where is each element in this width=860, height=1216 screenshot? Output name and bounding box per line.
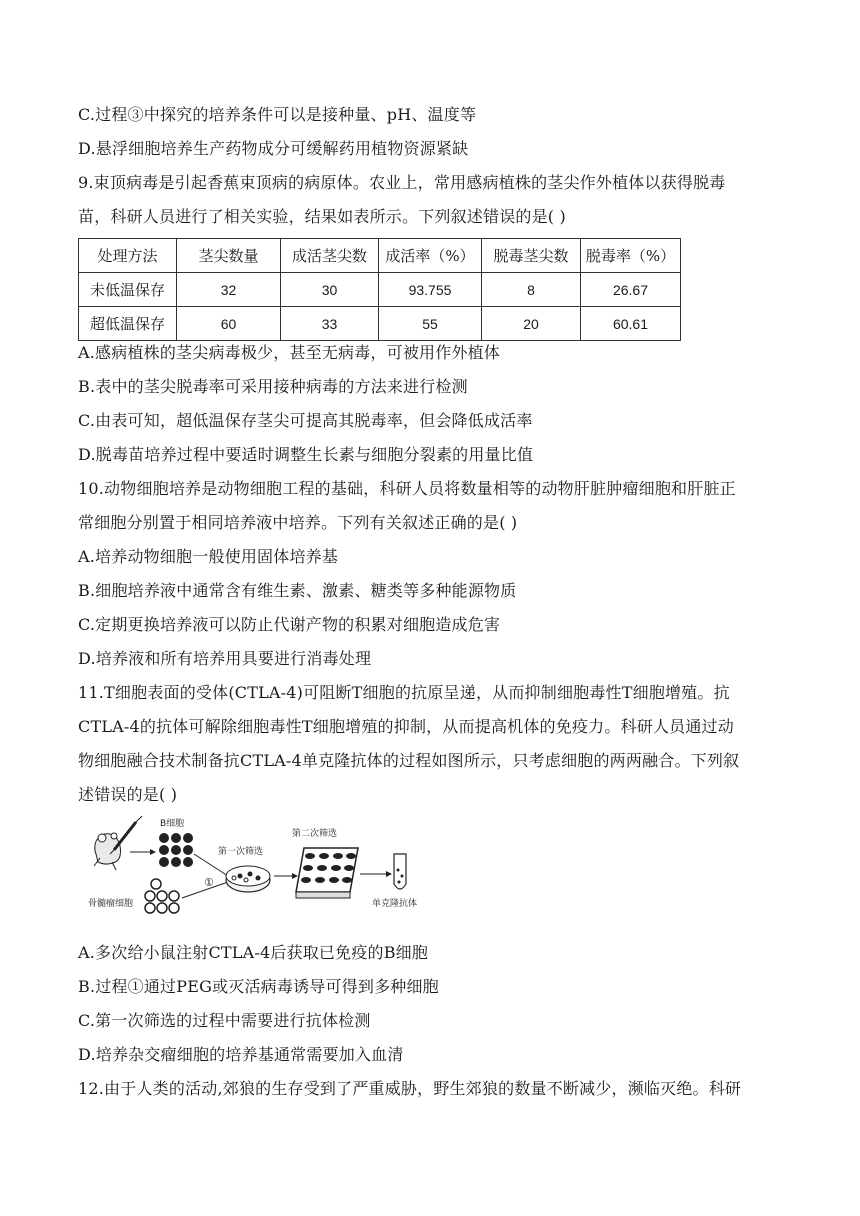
option-b-q9: B.表中的茎尖脱毒率可采用接种病毒的方法来进行检测 xyxy=(78,377,468,396)
question-11-line3: 物细胞融合技术制备抗CTLA-4单克隆抗体的过程如图所示，只考虑细胞的两两融合。下列叙 xyxy=(78,751,740,770)
monoclonal-antibody-label: 单克隆抗体 xyxy=(372,899,418,909)
table-header: 脱毒茎尖数 xyxy=(482,239,581,273)
question-11-line4: 述错误的是( ) xyxy=(78,785,178,804)
table-cell: 60 xyxy=(177,307,281,341)
option-d-q8: D.悬浮细胞培养生产药物成分可缓解药用植物资源紧缺 xyxy=(78,139,469,158)
option-a-q9: A.感病植株的茎尖病毒极少，甚至无病毒，可被用作外植体 xyxy=(78,343,501,362)
table-cell: 55 xyxy=(379,307,482,341)
table-cell: 26.67 xyxy=(581,273,681,307)
table-header: 茎尖数量 xyxy=(177,239,281,273)
option-d-q10: D.培养液和所有培养用具要进行消毒处理 xyxy=(78,649,372,668)
b-cell-cluster xyxy=(159,833,193,867)
option-b-q10: B.细胞培养液中通常含有维生素、激素、糖类等多种能源物质 xyxy=(78,581,517,600)
myeloma-label: 骨髓瘤细胞 xyxy=(88,899,134,909)
option-b-q11: B.过程①通过PEG或灭活病毒诱导可得到多种细胞 xyxy=(78,977,439,996)
table-cell: 93.755 xyxy=(379,273,482,307)
results-table xyxy=(78,238,681,341)
table-cell: 8 xyxy=(482,273,581,307)
mouse-syringe-icon xyxy=(94,816,142,870)
first-screen-label: 第一次筛选 xyxy=(218,847,264,857)
antibody-process-figure xyxy=(88,814,460,920)
table-cell: 未低温保存 xyxy=(79,273,177,307)
question-9-line1: 9.束顶病毒是引起香蕉束顶病的病原体。农业上，常用感病植株的茎尖作外植体以获得脱毒 xyxy=(78,173,726,192)
table-cell: 超低温保存 xyxy=(79,307,177,341)
option-d-q9: D.脱毒苗培养过程中要适时调整生长素与细胞分裂素的用量比值 xyxy=(78,445,534,464)
myeloma-cluster xyxy=(145,879,179,913)
table-header: 脱毒率（%） xyxy=(581,239,681,273)
step-1-marker: ① xyxy=(204,876,214,889)
question-12-line1: 12.由于人类的活动,郊狼的生存受到了严重威胁，野生郊狼的数量不断减少，濒临灭绝。科研 xyxy=(78,1079,742,1098)
table-row xyxy=(79,307,681,341)
test-tube-icon xyxy=(394,854,406,889)
table-header-row xyxy=(79,239,681,273)
option-a-q11: A.多次给小鼠注射CTLA-4后获取已免疫的B细胞 xyxy=(78,943,429,962)
culture-plate-icon xyxy=(296,848,358,898)
option-c-q10: C.定期更换培养液可以防止代谢产物的积累对细胞造成危害 xyxy=(78,615,501,634)
table-cell: 60.61 xyxy=(581,307,681,341)
table-header: 处理方法 xyxy=(79,239,177,273)
question-10-line1: 10.动物细胞培养是动物细胞工程的基础，科研人员将数量相等的动物肝脏肿瘤细胞和肝脏正 xyxy=(78,479,736,498)
question-10-line2: 常细胞分别置于相同培养液中培养。下列有关叙述正确的是( ) xyxy=(78,513,518,532)
table-cell: 20 xyxy=(482,307,581,341)
b-cell-label: B细胞 xyxy=(160,819,185,829)
table-header: 成活率（%） xyxy=(379,239,482,273)
table-row xyxy=(79,273,681,307)
option-d-q11: D.培养杂交瘤细胞的培养基通常需要加入血清 xyxy=(78,1045,404,1064)
table-cell: 33 xyxy=(281,307,379,341)
second-screen-label: 第二次筛选 xyxy=(292,829,338,839)
option-c-q9: C.由表可知，超低温保存茎尖可提高其脱毒率，但会降低成活率 xyxy=(78,411,533,430)
table-cell: 30 xyxy=(281,273,379,307)
question-11-line1: 11.T细胞表面的受体(CTLA-4)可阻断T细胞的抗原呈递，从而抑制细胞毒性T细胞增殖。抗 xyxy=(78,683,730,702)
petri-dish-icon xyxy=(226,866,270,892)
option-c-q8: C.过程③中探究的培养条件可以是接种量、pH、温度等 xyxy=(78,105,477,124)
option-c-q11: C.第一次筛选的过程中需要进行抗体检测 xyxy=(78,1011,371,1030)
table-header: 成活茎尖数 xyxy=(281,239,379,273)
option-a-q10: A.培养动物细胞一般使用固体培养基 xyxy=(78,547,339,566)
table-cell: 32 xyxy=(177,273,281,307)
question-9-line2: 苗，科研人员进行了相关实验，结果如表所示。下列叙述错误的是( ) xyxy=(78,207,566,226)
question-11-line2: CTLA-4的抗体可解除细胞毒性T细胞增殖的抑制，从而提高机体的免疫力。科研人员通过动 xyxy=(78,717,734,736)
